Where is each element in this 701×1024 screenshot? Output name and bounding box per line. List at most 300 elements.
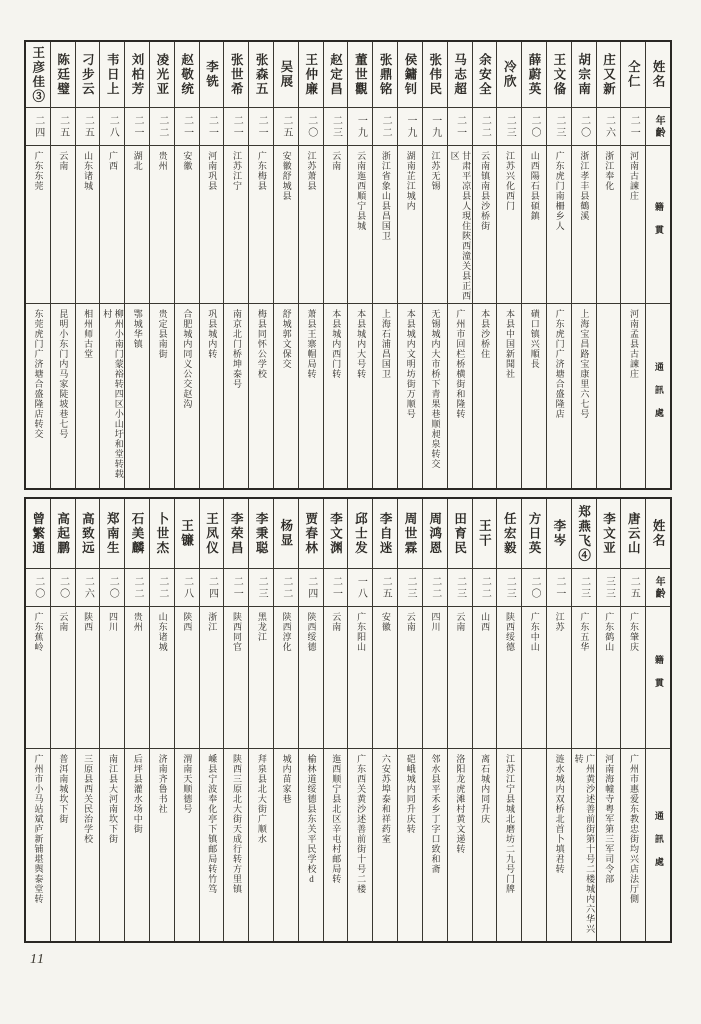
person-native-place-cell bbox=[621, 607, 645, 749]
person-native-place-cell bbox=[150, 607, 174, 749]
person-native-place-cell bbox=[76, 607, 100, 749]
roster-entry-column bbox=[347, 42, 372, 488]
person-address-cell bbox=[324, 749, 348, 941]
person-name-cell bbox=[100, 499, 124, 569]
person-native-place-cell bbox=[125, 607, 149, 749]
roster-entry-column bbox=[546, 499, 571, 941]
person-age-cell bbox=[200, 569, 224, 607]
person-name: 余安全 bbox=[477, 52, 492, 97]
person-native-place: 贵州 bbox=[132, 612, 143, 632]
person-name: 方日英 bbox=[527, 511, 542, 556]
person-name-cell bbox=[597, 42, 621, 108]
person-address-cell bbox=[473, 304, 497, 488]
person-native-place-cell bbox=[373, 607, 397, 749]
person-native-place-cell bbox=[175, 607, 199, 749]
person-address-cell bbox=[373, 749, 397, 941]
person-name: 赵定昌 bbox=[328, 52, 343, 97]
person-native-place: 广东鹤山 bbox=[604, 612, 615, 652]
person-address: 嵊县宁波奉化亭下镇邮局转竹笃 bbox=[207, 754, 218, 894]
roster-entry-column bbox=[75, 499, 100, 941]
person-address: 榆林道绥德县东关平民学校d bbox=[306, 754, 317, 885]
person-age: 二二 bbox=[280, 575, 292, 600]
person-age: 二〇 bbox=[578, 114, 590, 139]
person-native-place: 安徽舒城县 bbox=[281, 151, 292, 201]
person-native-place: 陕西绥德 bbox=[306, 612, 317, 652]
person-address: 本县城内西门转 bbox=[331, 309, 342, 379]
column-header-age-label: 年齡 bbox=[653, 575, 665, 600]
person-native-place-cell bbox=[224, 146, 248, 304]
person-native-place: 河南古諫庄 bbox=[629, 151, 640, 201]
person-age-cell bbox=[274, 569, 298, 607]
person-address-cell bbox=[448, 749, 472, 941]
person-address: 渭南天顺德号 bbox=[182, 754, 193, 814]
person-age: 二二 bbox=[132, 575, 144, 600]
person-address-cell bbox=[175, 749, 199, 941]
person-name: 李秉聪 bbox=[254, 511, 269, 556]
person-name-cell bbox=[448, 42, 472, 108]
person-name: 董世觀 bbox=[353, 52, 368, 97]
person-native-place: 贵州 bbox=[157, 151, 168, 171]
person-age: 二一 bbox=[330, 575, 342, 600]
person-native-place-cell bbox=[373, 146, 397, 304]
person-age-cell bbox=[597, 108, 621, 146]
roster-entry-column bbox=[447, 499, 472, 941]
person-name: 贾春林 bbox=[303, 511, 318, 556]
person-age: 二八 bbox=[107, 114, 119, 139]
person-age-cell bbox=[597, 569, 621, 607]
person-native-place-cell bbox=[547, 146, 571, 304]
person-name-cell bbox=[299, 42, 323, 108]
person-native-place-cell bbox=[76, 146, 100, 304]
person-age: 三三 bbox=[603, 575, 615, 600]
person-age: 二二 bbox=[429, 575, 441, 600]
person-address-cell bbox=[373, 304, 397, 488]
person-native-place-cell bbox=[547, 607, 571, 749]
person-name-cell bbox=[51, 42, 75, 108]
person-native-place: 山西陽石县碩鎮 bbox=[529, 151, 540, 221]
person-native-place-cell bbox=[26, 607, 50, 749]
column-header-name-label: 姓名 bbox=[651, 519, 666, 548]
person-name-cell bbox=[76, 42, 100, 108]
roster-entry-column bbox=[521, 499, 546, 941]
person-age: 二〇 bbox=[32, 575, 44, 600]
person-address-cell bbox=[125, 749, 149, 941]
person-address: 本县中国新聞社 bbox=[504, 309, 515, 379]
roster-entry-column bbox=[199, 42, 224, 488]
person-address-cell bbox=[547, 749, 571, 941]
person-age: 二五 bbox=[628, 575, 640, 600]
person-name: 刘柏芳 bbox=[130, 52, 145, 97]
roster-entry-column bbox=[521, 42, 546, 488]
person-address-cell bbox=[522, 304, 546, 488]
person-name-cell bbox=[249, 499, 273, 569]
roster-entry-column bbox=[75, 42, 100, 488]
person-native-place-cell bbox=[200, 146, 224, 304]
person-native-place: 江苏萧县 bbox=[306, 151, 317, 191]
person-address-cell bbox=[572, 304, 596, 488]
person-native-place: 广东阳山 bbox=[356, 612, 367, 652]
person-address-cell bbox=[299, 304, 323, 488]
person-native-place-cell bbox=[125, 146, 149, 304]
person-address-cell bbox=[26, 304, 50, 488]
person-name-cell bbox=[175, 499, 199, 569]
person-age: 二四 bbox=[206, 575, 218, 600]
person-address-cell bbox=[200, 749, 224, 941]
roster-entry-column bbox=[620, 499, 645, 941]
person-address-cell bbox=[324, 304, 348, 488]
person-name: 王彦佳③ bbox=[30, 45, 45, 104]
person-name: 李文亚 bbox=[601, 511, 616, 556]
person-address: 江苏江宁县城北磨坊二九号门牌 bbox=[504, 754, 515, 894]
person-age-cell bbox=[51, 569, 75, 607]
person-name: 李自迷 bbox=[378, 511, 393, 556]
person-address: 鄂城华镇 bbox=[132, 309, 143, 349]
person-address: 南京北门桥坤泰号 bbox=[232, 309, 243, 389]
person-name: 郑南生 bbox=[105, 511, 120, 556]
person-age-cell bbox=[175, 569, 199, 607]
person-native-place: 广东五华 bbox=[579, 612, 590, 652]
person-age-cell bbox=[497, 108, 521, 146]
person-name-cell bbox=[274, 42, 298, 108]
person-age-cell bbox=[547, 108, 571, 146]
person-native-place-cell bbox=[324, 607, 348, 749]
person-address: 广州市小马站斌庐新铺堪舆泰堂转 bbox=[33, 754, 44, 904]
person-native-place: 江苏无锡 bbox=[430, 151, 441, 191]
person-age: 二〇 bbox=[305, 114, 317, 139]
person-address: 迤西顺宁县北区辛屯村邮局转 bbox=[331, 754, 342, 884]
roster-entry-column bbox=[372, 499, 397, 941]
person-address: 舒城郭文保交 bbox=[281, 309, 292, 369]
person-native-place-cell bbox=[299, 146, 323, 304]
person-age-cell bbox=[100, 108, 124, 146]
person-address-cell bbox=[597, 749, 621, 941]
person-name: 李荣昌 bbox=[229, 511, 244, 556]
person-age: 二三 bbox=[553, 114, 565, 139]
person-age: 二一 bbox=[181, 114, 193, 139]
person-age-cell bbox=[175, 108, 199, 146]
person-name-cell bbox=[348, 499, 372, 569]
person-age-cell bbox=[621, 569, 645, 607]
person-name-cell bbox=[200, 499, 224, 569]
person-name: 李岑 bbox=[551, 519, 566, 548]
person-age-cell bbox=[547, 569, 571, 607]
person-native-place: 陕西同官 bbox=[232, 612, 243, 652]
person-name: 王凤仪 bbox=[204, 511, 219, 556]
person-native-place: 山东诸城 bbox=[83, 151, 94, 191]
person-age-cell bbox=[423, 569, 447, 607]
person-native-place-cell bbox=[398, 146, 422, 304]
person-address: 柳州小南门蒙裕转四区小山圩和堂转载村 bbox=[102, 309, 124, 479]
person-native-place-cell bbox=[572, 607, 596, 749]
person-name: 周鸿恩 bbox=[427, 511, 442, 556]
person-age-cell bbox=[324, 569, 348, 607]
person-age: 二一 bbox=[206, 114, 218, 139]
person-address: 三原县西关民治学校 bbox=[83, 754, 94, 844]
person-age: 二一 bbox=[231, 575, 243, 600]
person-native-place-cell bbox=[621, 146, 645, 304]
person-address-cell bbox=[299, 749, 323, 941]
roster-tables bbox=[24, 40, 672, 943]
person-name: 侯鏞钊 bbox=[402, 52, 417, 97]
person-name: 周世霖 bbox=[402, 511, 417, 556]
person-address: 广州市惠爱东教忠街均兴店法厅側 bbox=[629, 754, 640, 904]
column-header-address-label: 通訊處 bbox=[653, 810, 664, 880]
person-age-cell bbox=[448, 108, 472, 146]
person-name: 唐云山 bbox=[626, 511, 641, 556]
person-age: 二五 bbox=[380, 575, 392, 600]
person-address-cell bbox=[398, 304, 422, 488]
person-address-cell bbox=[621, 304, 645, 488]
person-address-cell bbox=[100, 749, 124, 941]
person-name: 张森五 bbox=[254, 52, 269, 97]
person-native-place: 广西 bbox=[107, 151, 118, 171]
person-address: 城内苗家巷 bbox=[281, 754, 292, 804]
person-address: 广州黄沙述善前街第十号二楼城内六华兴转 bbox=[573, 754, 596, 934]
person-name-cell bbox=[348, 42, 372, 108]
person-address: 本县沙桥住 bbox=[480, 309, 491, 359]
person-address: 离石城内同升庆 bbox=[480, 754, 491, 824]
column-header-native-place bbox=[646, 146, 670, 304]
roster-entry-column bbox=[571, 499, 596, 941]
person-age-cell bbox=[348, 108, 372, 146]
person-age: 一九 bbox=[355, 114, 367, 139]
person-name-cell bbox=[522, 42, 546, 108]
person-age-cell bbox=[76, 108, 100, 146]
person-address-cell bbox=[175, 304, 199, 488]
person-age: 二一 bbox=[256, 114, 268, 139]
person-name: 李文渊 bbox=[328, 511, 343, 556]
person-age-cell bbox=[522, 108, 546, 146]
person-name-cell bbox=[224, 499, 248, 569]
person-name-cell bbox=[497, 42, 521, 108]
roster-entry-column bbox=[397, 499, 422, 941]
person-name-cell bbox=[249, 42, 273, 108]
person-native-place-cell bbox=[448, 146, 472, 304]
person-name: 田育民 bbox=[452, 511, 467, 556]
person-name-cell bbox=[621, 42, 645, 108]
person-native-place-cell bbox=[348, 146, 372, 304]
person-address-cell bbox=[100, 304, 124, 488]
person-native-place-cell bbox=[348, 607, 372, 749]
person-address: 上海石浦昌国卫 bbox=[380, 309, 391, 379]
person-native-place-cell bbox=[51, 607, 75, 749]
person-age-cell bbox=[423, 108, 447, 146]
page-number: 11 bbox=[30, 952, 45, 967]
person-native-place-cell bbox=[249, 146, 273, 304]
column-header-native-place bbox=[646, 607, 670, 749]
person-native-place-cell bbox=[26, 146, 50, 304]
person-native-place: 浙江省象山县昌国卫 bbox=[380, 151, 391, 241]
person-age: 二二 bbox=[156, 114, 168, 139]
person-address: 后坪县灌水场中街 bbox=[132, 754, 143, 834]
person-name: 王干 bbox=[477, 519, 492, 548]
header-column-upper bbox=[645, 42, 670, 488]
person-name-cell bbox=[274, 499, 298, 569]
person-age: 二一 bbox=[454, 114, 466, 139]
person-address-cell bbox=[572, 749, 596, 941]
person-native-place: 江苏兴化西门 bbox=[504, 151, 515, 211]
person-native-place-cell bbox=[200, 607, 224, 749]
person-native-place: 山西 bbox=[480, 612, 491, 632]
person-age-cell bbox=[473, 108, 497, 146]
person-native-place: 山东诸城 bbox=[157, 612, 168, 652]
person-age-cell bbox=[200, 108, 224, 146]
person-age: 二三 bbox=[504, 575, 516, 600]
roster-entry-column bbox=[472, 499, 497, 941]
person-address-cell bbox=[448, 304, 472, 488]
roster-entry-column bbox=[472, 42, 497, 488]
column-header-age bbox=[646, 108, 670, 146]
person-age: 二五 bbox=[280, 114, 292, 139]
person-address: 邻水县平禾乡丁字口致和斋 bbox=[430, 754, 441, 874]
roster-entry-column bbox=[174, 42, 199, 488]
person-address-cell bbox=[249, 749, 273, 941]
person-name: 仝仁 bbox=[626, 60, 641, 89]
person-age-cell bbox=[398, 569, 422, 607]
person-age: 二二 bbox=[156, 575, 168, 600]
person-age-cell bbox=[373, 569, 397, 607]
person-native-place: 江苏江宁 bbox=[232, 151, 243, 191]
person-name: 王文俻 bbox=[551, 52, 566, 97]
person-native-place: 湖南芷江城内 bbox=[405, 151, 416, 211]
column-header-age-label: 年齡 bbox=[653, 114, 665, 139]
person-name: 陈廷璧 bbox=[55, 52, 70, 97]
person-age-cell bbox=[26, 569, 50, 607]
person-address: 广东虎门广济塘合盛隆店 bbox=[554, 309, 565, 419]
person-address: 洛阳龙虎滩村黄文递转 bbox=[455, 754, 466, 854]
person-age-cell bbox=[51, 108, 75, 146]
person-age: 二八 bbox=[181, 575, 193, 600]
person-address: 磧口镇兴順長 bbox=[529, 309, 540, 369]
person-native-place: 安徽 bbox=[380, 612, 391, 632]
column-header-native-place-label: 籍貫 bbox=[653, 201, 664, 248]
roster-entry-column bbox=[298, 499, 323, 941]
person-address: 贵定县南街 bbox=[157, 309, 168, 359]
person-name: 王仲廉 bbox=[303, 52, 318, 97]
person-age-cell bbox=[224, 569, 248, 607]
person-age-cell bbox=[125, 108, 149, 146]
roster-entry-column bbox=[174, 499, 199, 941]
person-address-cell bbox=[398, 749, 422, 941]
person-name-cell bbox=[175, 42, 199, 108]
person-name-cell bbox=[299, 499, 323, 569]
column-header-address-label: 通訊處 bbox=[653, 361, 664, 431]
person-native-place: 浙江奉化 bbox=[604, 151, 615, 191]
roster-entry-column bbox=[223, 42, 248, 488]
person-name-cell bbox=[100, 42, 124, 108]
column-header-native-place-label: 籍貫 bbox=[653, 654, 664, 701]
person-native-place: 四川 bbox=[107, 612, 118, 632]
person-age: 二四 bbox=[305, 575, 317, 600]
roster-entry-column bbox=[397, 42, 422, 488]
person-age: 二〇 bbox=[529, 575, 541, 600]
person-address: 河南孟县古諫庄 bbox=[629, 309, 640, 379]
person-name-cell bbox=[621, 499, 645, 569]
roster-entry-column bbox=[248, 42, 273, 488]
person-name-cell bbox=[597, 499, 621, 569]
person-native-place-cell bbox=[497, 607, 521, 749]
person-name-cell bbox=[547, 499, 571, 569]
person-name: 曾繁通 bbox=[30, 511, 45, 556]
person-age-cell bbox=[448, 569, 472, 607]
roster-entry-column bbox=[298, 42, 323, 488]
person-address-cell bbox=[249, 304, 273, 488]
person-name-cell bbox=[398, 499, 422, 569]
person-address: 本县城内大号转 bbox=[356, 309, 367, 379]
person-address-cell bbox=[76, 749, 100, 941]
column-header-name bbox=[646, 42, 670, 108]
person-age-cell bbox=[150, 108, 174, 146]
person-name-cell bbox=[572, 42, 596, 108]
person-address: 萧县王寨帽局转 bbox=[306, 309, 317, 379]
person-age-cell bbox=[348, 569, 372, 607]
person-age: 二〇 bbox=[529, 114, 541, 139]
person-name-cell bbox=[448, 499, 472, 569]
roster-entry-column bbox=[50, 499, 75, 941]
person-address-cell bbox=[51, 304, 75, 488]
person-address: 广州市回栏桥横街和隆转 bbox=[455, 309, 466, 419]
person-age-cell bbox=[522, 569, 546, 607]
person-name: 马志超 bbox=[452, 52, 467, 97]
person-name: 高致远 bbox=[80, 511, 95, 556]
person-address: 陕西三原北大街天成行转方里镇 bbox=[232, 754, 243, 894]
roster-entry-column bbox=[99, 42, 124, 488]
person-address-cell bbox=[274, 304, 298, 488]
person-age-cell bbox=[76, 569, 100, 607]
person-name-cell bbox=[150, 42, 174, 108]
roster-entry-column bbox=[496, 42, 521, 488]
person-age: 二二 bbox=[380, 114, 392, 139]
person-name-cell bbox=[150, 499, 174, 569]
person-age-cell bbox=[125, 569, 149, 607]
person-native-place-cell bbox=[51, 146, 75, 304]
person-age: 二二 bbox=[479, 575, 491, 600]
person-name-cell bbox=[547, 42, 571, 108]
roster-entry-column bbox=[323, 499, 348, 941]
person-native-place: 云南 bbox=[331, 612, 342, 632]
person-address: 南江县大河南坎下街 bbox=[107, 754, 118, 844]
person-name: 赵敬统 bbox=[179, 52, 194, 97]
person-age: 二〇 bbox=[107, 575, 119, 600]
person-native-place-cell bbox=[274, 607, 298, 749]
person-age: 二三 bbox=[454, 575, 466, 600]
person-native-place: 云南镇南县沙桥街 bbox=[480, 151, 491, 231]
person-name: 张伟民 bbox=[427, 52, 442, 97]
person-native-place-cell bbox=[497, 146, 521, 304]
person-native-place-cell bbox=[522, 146, 546, 304]
person-native-place-cell bbox=[175, 146, 199, 304]
person-address-cell bbox=[76, 304, 100, 488]
person-age: 二一 bbox=[553, 575, 565, 600]
person-name: 韦日上 bbox=[105, 52, 120, 97]
person-native-place-cell bbox=[150, 146, 174, 304]
roster-entry-column bbox=[273, 499, 298, 941]
roster-entry-column bbox=[323, 42, 348, 488]
person-name-cell bbox=[200, 42, 224, 108]
person-age: 二〇 bbox=[57, 575, 69, 600]
person-native-place: 广东虎门南柵乡人 bbox=[554, 151, 565, 231]
person-name: 张鼎铭 bbox=[378, 52, 393, 97]
person-address-cell bbox=[597, 304, 621, 488]
person-native-place: 陕西绥德 bbox=[504, 612, 515, 652]
person-native-place: 江苏 bbox=[554, 612, 565, 632]
person-age-cell bbox=[249, 108, 273, 146]
person-age: 二五 bbox=[57, 114, 69, 139]
roster-entry-column bbox=[149, 42, 174, 488]
person-native-place-cell bbox=[423, 146, 447, 304]
person-address-cell bbox=[348, 304, 372, 488]
person-address: 广东西关黄沙述善前街十号二楼 bbox=[356, 754, 367, 894]
